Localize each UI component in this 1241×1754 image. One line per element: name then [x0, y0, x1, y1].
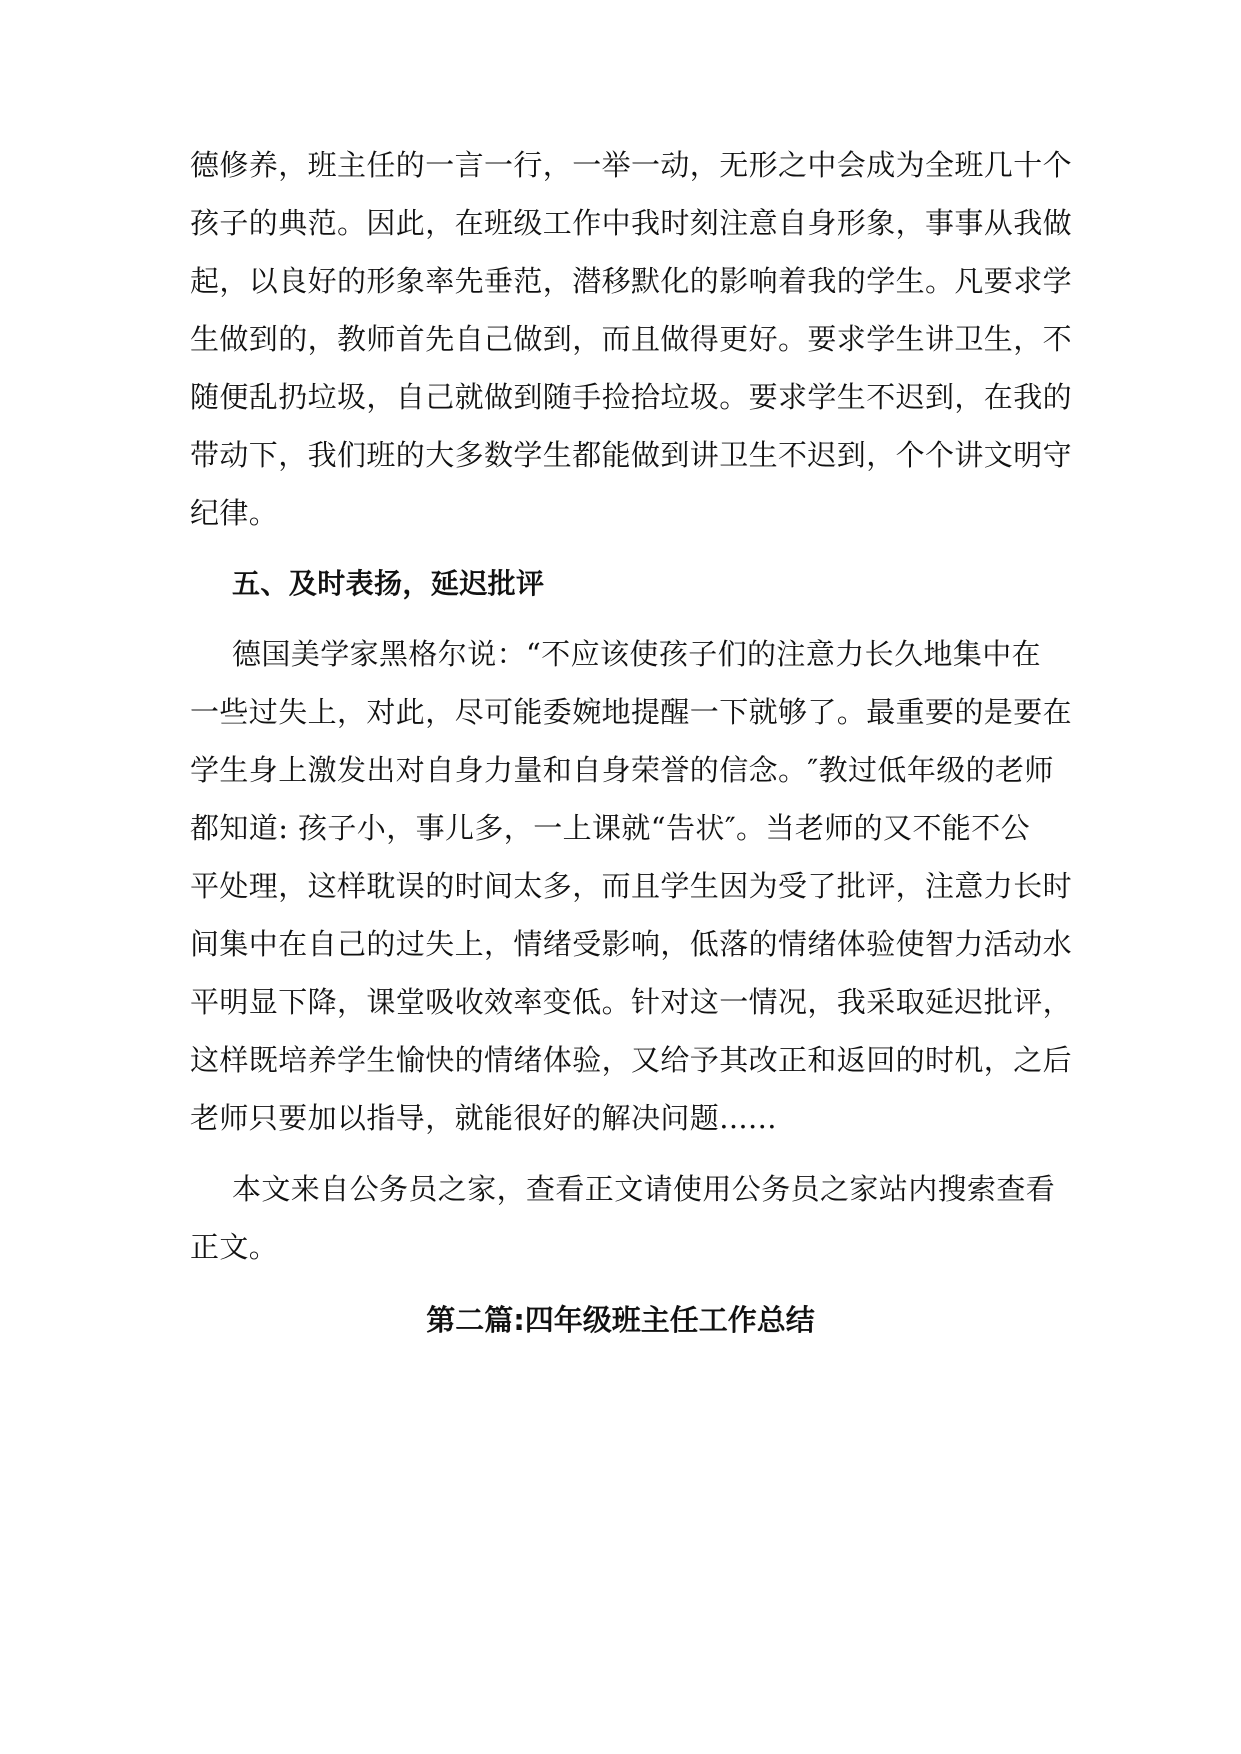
paragraph-line: 平明显下降，课堂吸收效率变低。针对这一情况，我采取延迟批评， — [190, 985, 1073, 1019]
paragraph-line: 纪律。 — [190, 496, 279, 530]
paragraph-line: 老师只要加以指导，就能很好的解决问题...... — [190, 1101, 777, 1135]
paragraph-line: 随便乱扔垃圾，自己就做到随手捡拾垃圾。要求学生不迟到，在我的 — [190, 380, 1073, 414]
paragraph-line: 这样既培养学生愉快的情绪体验，又给予其改正和返回的时机，之后 — [190, 1043, 1073, 1077]
paragraph-line: 生做到的，教师首先自己做到，而且做得更好。要求学生讲卫生，不 — [190, 322, 1073, 356]
paragraph-line: 带动下，我们班的大多数学生都能做到讲卫生不迟到，个个讲文明守 — [190, 438, 1073, 472]
paragraph-line: 平处理，这样耽误的时间太多，而且学生因为受了批评，注意力长时 — [190, 869, 1073, 903]
section-heading: 五、及时表扬，延迟批评 — [232, 567, 545, 600]
paragraph-line: 学生身上激发出对自身力量和自身荣誉的信念。″教过低年级的老师 — [190, 753, 1054, 787]
paragraph-line: 间集中在自己的过失上，情绪受影响，低落的情绪体验使智力活动水 — [190, 927, 1073, 961]
source-note-line: 正文。 — [190, 1230, 279, 1264]
paragraph-line: 都知道: 孩子小，事儿多，一上课就“告状″。当老师的又不能不公 — [190, 811, 1031, 845]
paragraph-line: 德国美学家黑格尔说：“不应该使孩子们的注意力长久地集中在 — [232, 637, 1042, 671]
paragraph-line: 起，以良好的形象率先垂范，潜移默化的影响着我的学生。凡要求学 — [190, 264, 1073, 298]
paragraph-line: 德修养，班主任的一言一行，一举一动，无形之中会成为全班几十个 — [190, 148, 1073, 182]
paragraph-line: 孩子的典范。因此，在班级工作中我时刻注意自身形象，事事从我做 — [190, 206, 1073, 240]
source-note-line: 本文来自公务员之家，查看正文请使用公务员之家站内搜索查看 — [232, 1172, 1056, 1206]
article-title: 第二篇:四年级班主任工作总结 — [426, 1303, 815, 1337]
paragraph-line: 一些过失上，对此，尽可能委婉地提醒一下就够了。最重要的是要在 — [190, 695, 1073, 729]
